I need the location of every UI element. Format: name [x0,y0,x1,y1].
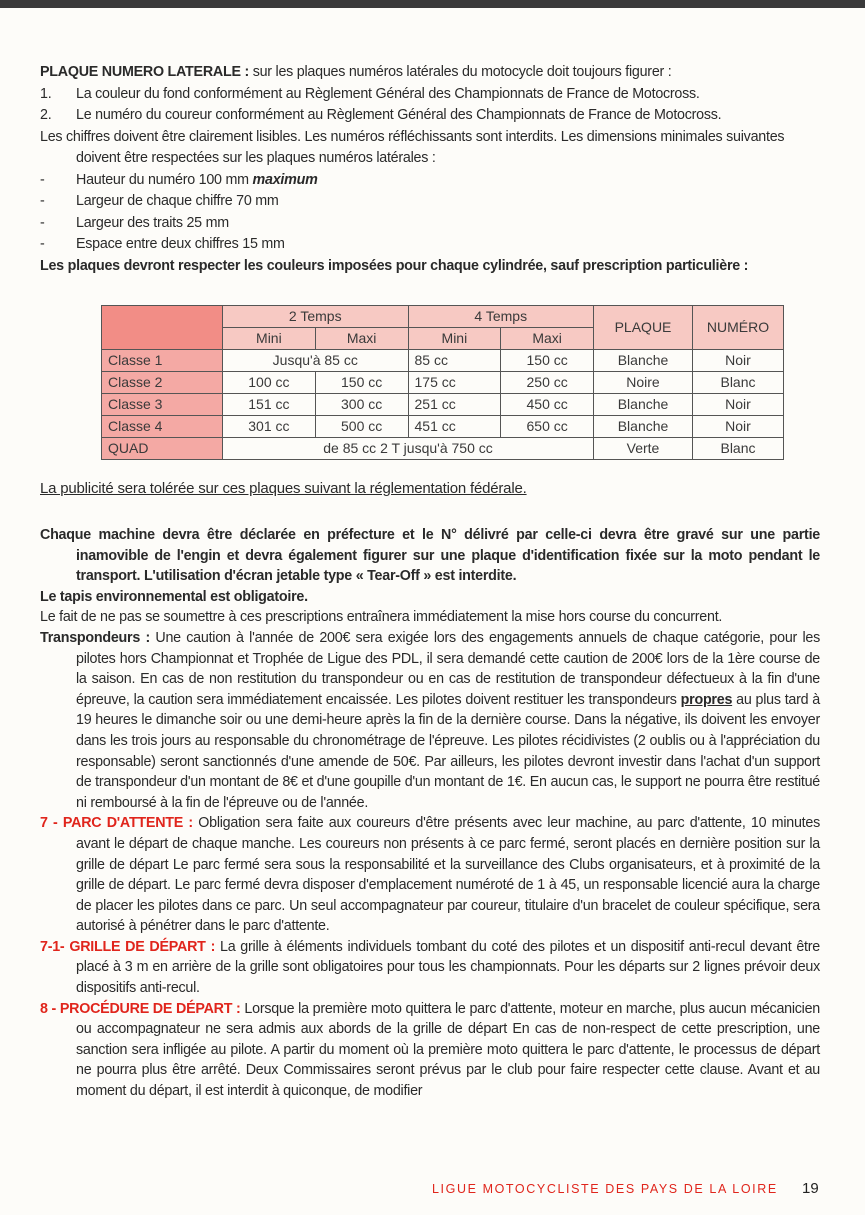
top-rule [0,0,865,8]
header-2-temps: 2 Temps [223,306,409,328]
list-text: La couleur du fond conformément au Règlement Général des Championnats de France de Motocross. [76,85,700,102]
procedure-para [40,999,820,1102]
header-4t-mini: Mini [408,328,501,350]
dim-item [40,191,820,213]
header-4t-maxi: Maxi [501,328,594,350]
parc-text: Obligation sera faite aux coureurs d'être présents avec leur machine, au parc d'attente, 10 minutes avant le départ de chaque manche. Les coureurs non présents à ce parc fermé, seront placés en dernière position sur la grille de départ Le parc fermé sera sous la responsabilité et la surveillance des Clubs organisateurs, et à proximité de la grille de départ. Le parc fermé devra disposer d'emplacement numéroté de 1 à 45, un responsable licencié aura la charge de placer les pilotes dans ce parc. Un seul accompagnateur par coureur, titulaire d'un bracelet de couleur spécifique, sera autorisé à pénétrer dans le parc d'attente. [76,815,820,935]
dim-marker: - [40,236,45,252]
cell-numero: Blanc [693,372,784,394]
cell-4t-mini: 175 cc [408,372,501,394]
header-2t-maxi: Maxi [315,328,408,350]
dim-text: Espace entre deux chiffres 15 mm [76,236,285,252]
table-row [102,438,784,460]
plaque-title: PLAQUE NUMERO LATERALE : [40,64,249,80]
dim-item [40,234,820,256]
machine-para: Chaque machine devra être déclarée en préfecture et le N° délivré par celle-ci devra être gravé sur une partie inamovible de l'engin et devra également figurer sur une plaque d'identification fixée sur la moto pendant le transport. L'utilisation d'écran jetable type « Tear-Off » est interdite. [40,527,820,585]
footer-org: LIGUE MOTOCYCLISTE DES PAYS DE LA LOIRE [432,1182,778,1196]
parc-label: 7 - PARC D'ATTENTE : [40,815,193,832]
procedure-label: 8 - PROCÉDURE DE DÉPART : [40,1000,241,1017]
cell-2t-maxi: 500 cc [315,416,408,438]
cell-numero: Noir [693,350,784,372]
header-numero: NUMÉRO [693,306,784,350]
section-plaque-laterale [40,62,820,277]
cell-4t-mini: 251 cc [408,394,501,416]
transpondeurs-text: Une caution à l'année de 200€ sera exigée lors des engagements annuels de chaque catégorie, pour les pilotes hors Championnat et Trophée de Ligue des PDL, il sera demandé cette caution de 200€ lors de la 1ère course de la saison. En cas de non restitution du transpondeur ou en cas de restitution de transpondeur défectueux à la fin d'une épreuve, la caution sera immédiatement encaissée. Les pilotes doivent restituer les transpondeurs [76,629,820,708]
class-label: QUAD [102,438,223,460]
table-row [102,350,784,372]
cell-plaque: Noire [594,372,693,394]
cell-4t-maxi: 150 cc [501,350,594,372]
table-row [102,372,784,394]
transpondeurs-para [40,628,820,813]
cell-2t-maxi: 300 cc [315,394,408,416]
dim-text: Hauteur du numéro 100 mm [76,171,253,188]
dim-marker: - [40,214,45,231]
grille-text: La grille à éléments individuels tombant du coté des pilotes et un dispositif anti-recul devant être placé à 3 m en arrière de la grille sont obligatoires pour tous les championnats. Pour les départs sur 2 lignes prévoir deux dispositifs anti-recul. [76,938,820,997]
cell-numero: Blanc [693,438,784,460]
class-label: Classe 2 [102,372,223,394]
plaque-intro [40,62,820,84]
cell-plaque: Verte [594,438,693,460]
cell-numero: Noir [693,394,784,416]
class-label: Classe 1 [102,350,223,372]
dim-text: Largeur des traits 25 mm [76,214,229,231]
parc-para [40,813,820,937]
publicite-note: La publicité sera tolérée sur ces plaques suivant la réglementation fédérale. [40,480,527,497]
transpondeurs-label: Transpondeurs : [40,629,150,646]
cell-numero: Noir [693,416,784,438]
cell-4t-mini: 85 cc [408,350,501,372]
procedure-text: Lorsque la première moto quittera le parc d'attente, moteur en marche, plus aucun mécanicien ou accompagnateur ne sera admis aux abords de la grille de départ En cas de non-respect de cette prescription, une sanction sera infligée au pilote. A partir du moment où la première moto quittera le parc d'attente, le processus de départ ne pourra plus être arrêté. Deux Commissaires seront prévus par le club pour faire respecter cette clause. Avant et au moment du départ, il est interdit à quiconque, de modifier [76,1000,821,1100]
fait-para: Le fait de ne pas se soumettre à ces prescriptions entraînera immédiatement la mise hors course du concurrent. [40,609,723,626]
plaque-para: Les chiffres doivent être clairement lisibles. Les numéros réfléchissants sont interdits. Les dimensions minimales suivantes doivent être respectées sur les plaques numéros latérales : [40,128,785,166]
list-marker: 2. [40,107,52,123]
dim-marker: - [40,171,45,188]
cell-plaque: Blanche [594,394,693,416]
header-plaque: PLAQUE [594,306,693,350]
class-label: Classe 3 [102,394,223,416]
cell-2t-mini: 100 cc [223,372,316,394]
dim-item [40,170,820,192]
cell-4t-maxi: 450 cc [501,394,594,416]
header-4-temps: 4 Temps [408,306,594,328]
cell-2t-maxi: 150 cc [315,372,408,394]
dim-marker: - [40,193,45,209]
colors-heading: Les plaques devront respecter les couleurs imposées pour chaque cylindrée, sauf prescription particulière : [40,257,749,274]
grille-para [40,937,820,999]
cell-2t-mini: 301 cc [223,416,316,438]
table-row [102,416,784,438]
cell-2t-mini: 151 cc [223,394,316,416]
transpondeurs-propres: propres [680,691,733,708]
header-2t-mini: Mini [223,328,316,350]
plaque-intro-text: sur les plaques numéros latérales du motocycle doit toujours figurer : [248,64,672,80]
cell-4t-mini: 451 cc [408,416,501,438]
grille-label: 7-1- GRILLE DE DÉPART : [40,938,216,955]
class-label: Classe 4 [102,416,223,438]
section-rules [40,525,820,1102]
transpondeurs-text-2: au plus tard à 19 heures le dimanche soir ou une demi-heure après la fin de la dernière course. Dans la négative, ils doivent les envoyer dans les trois jours au responsable du chronométrage de l'épreuve. Les pilotes récidivistes (2 oublis ou à l'appréciation du responsable) seront sanctionnés d'une amende de 50€. Par ailleurs, les pilotes devront investir dans l'achat d'un support de transpondeur d'un montant de 8€ et d'une goupille d'un montant de 1€. En aucun cas, le support ne pourra être restitué ni remboursé à la fin de l'épreuve ou de l'année. [76,691,820,811]
list-item [40,84,820,106]
cell-4t-maxi: 250 cc [501,372,594,394]
cell-plaque: Blanche [594,350,693,372]
page-number: 19 [802,1180,819,1197]
list-text: Le numéro du coureur conformément au Règlement Général des Championnats de France de Motocross. [76,107,722,123]
table-header-row [102,306,784,328]
list-marker: 1. [40,85,52,102]
dim-item [40,213,820,235]
cell-4t-maxi: 650 cc [501,416,594,438]
class-color-table [101,305,784,460]
dim-text: Largeur de chaque chiffre 70 mm [76,193,279,209]
dim-emphasis: maximum [252,171,318,188]
table-corner [102,306,223,350]
cell-plaque: Blanche [594,416,693,438]
list-item [40,105,820,127]
table-row [102,394,784,416]
cell-quad-range: de 85 cc 2 T jusqu'à 750 cc [223,438,594,460]
tapis-para: Le tapis environnemental est obligatoire. [40,588,308,605]
cell-2t: Jusqu'à 85 cc [223,350,409,372]
